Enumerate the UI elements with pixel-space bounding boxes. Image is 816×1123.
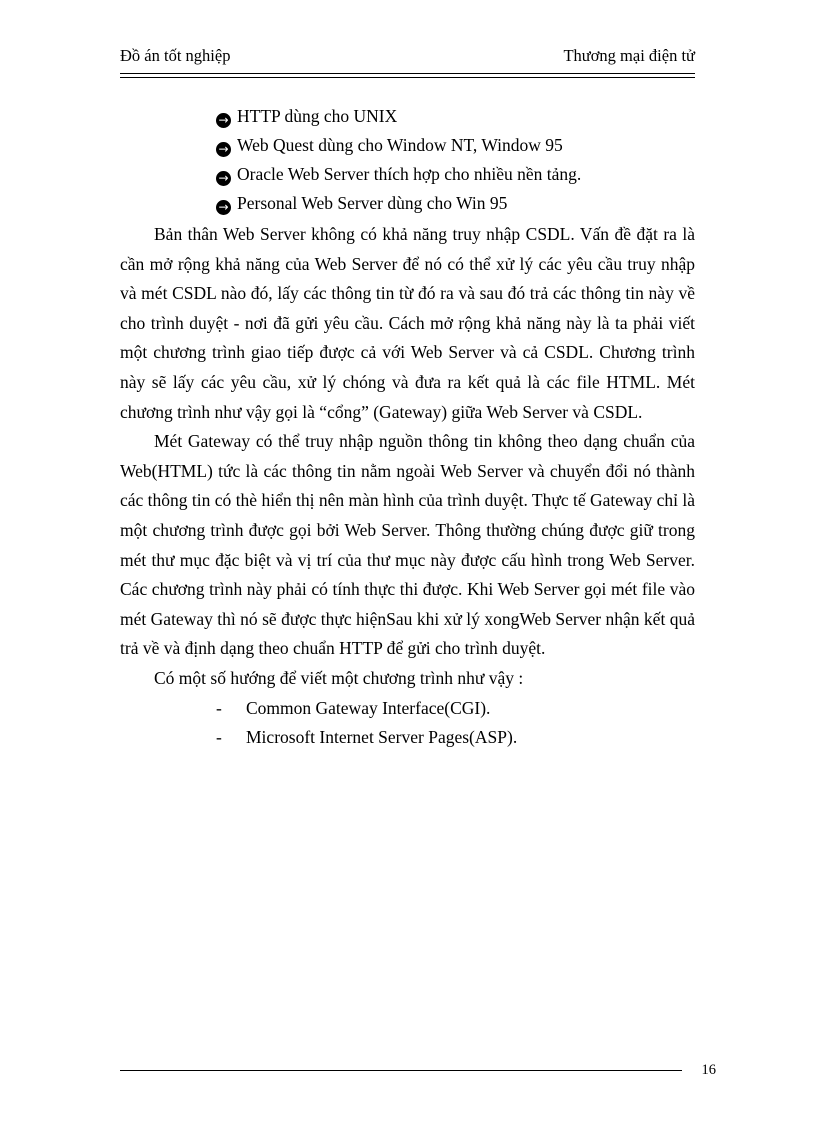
- list-item: [216, 131, 695, 160]
- paragraph: Bản thân Web Server không có khả năng truy nhập CSDL. Vấn đề đặt ra là cần mở rộng khả năng của Web Server để nó có thể xử lý các yêu cầu truy nhập và mét CSDL nào đó, lấy các thông tin từ đó ra và sau đó trả các thông tin này về cho trình duyệt - nơi đã gửi yêu cầu. Cách mở rộng khả năng này là ta phải viết một chương trình giao tiếp được cả với Web Server và cả CSDL. Chương trình này sẽ lấy các yêu cầu, xử lý chóng và đưa ra kết quả là các file HTML. Mét chương trình như vậy gọi là “cổng” (Gateway) giữa Web Server và CSDL.: [120, 224, 695, 422]
- list-item-text: Common Gateway Interface(CGI).: [246, 697, 491, 718]
- page-header: [120, 46, 695, 73]
- circled-arrow-bullet-icon: →: [216, 142, 231, 157]
- list-item-text: Web Quest dùng cho Window NT, Window 95: [237, 135, 563, 155]
- list-item-text: Microsoft Internet Server Pages(ASP).: [246, 727, 518, 747]
- page-number: 16: [701, 1062, 716, 1078]
- header-right-text: Thương mại điện tử: [563, 46, 695, 65]
- footer-divider: [120, 1070, 682, 1071]
- paragraph: Mét Gateway có thể truy nhập nguồn thông tin không theo dạng chuẩn của Web(HTML) tức là các thông tin nằm ngoài Web Server và chuyển đổi nó thành các thông tin có thè hiển thị nên màn hình của trình duyệt. Thực tế Gateway chỉ là một chương trình được gọi bởi Web Server. Thông thường chúng được giữ trong mét thư mục đặc biệt và vị trí của thư mục này được cấu hình trong Web Server. Các chương trình này phải có tính thực thi được. Khi Web Server gọi mét file vào mét Gateway thì nó sẽ được thực hiệnSau khi xử lý xongWeb Server nhận kết quả trả về và định dạng theo chuẩn HTTP để gửi cho trình duyệt.: [120, 431, 695, 659]
- list-item: [216, 160, 695, 189]
- list-item: [216, 189, 695, 218]
- list-item: [216, 723, 695, 753]
- web-server-bullet-list: [216, 102, 695, 218]
- circled-arrow-bullet-icon: →: [216, 171, 231, 186]
- page-footer: [120, 1062, 716, 1079]
- dash-bullet: -: [216, 697, 222, 718]
- paragraph: Có một số hướng để viết một chương trình như vậy :: [154, 667, 524, 688]
- header-left-text: Đồ án tốt nghiệp: [120, 46, 231, 65]
- list-item: [216, 694, 695, 724]
- header-divider: [120, 73, 695, 78]
- list-item: [216, 102, 695, 131]
- circled-arrow-bullet-icon: →: [216, 113, 231, 128]
- body-text: [120, 220, 695, 694]
- list-item-text: Oracle Web Server thích hợp cho nhiều nền tảng.: [237, 164, 582, 184]
- dash-bullet: -: [216, 727, 222, 747]
- gateway-options-list: [216, 694, 695, 753]
- circled-arrow-bullet-icon: →: [216, 200, 231, 215]
- list-item-text: HTTP dùng cho UNIX: [237, 106, 398, 126]
- list-item-text: Personal Web Server dùng cho Win 95: [237, 193, 508, 213]
